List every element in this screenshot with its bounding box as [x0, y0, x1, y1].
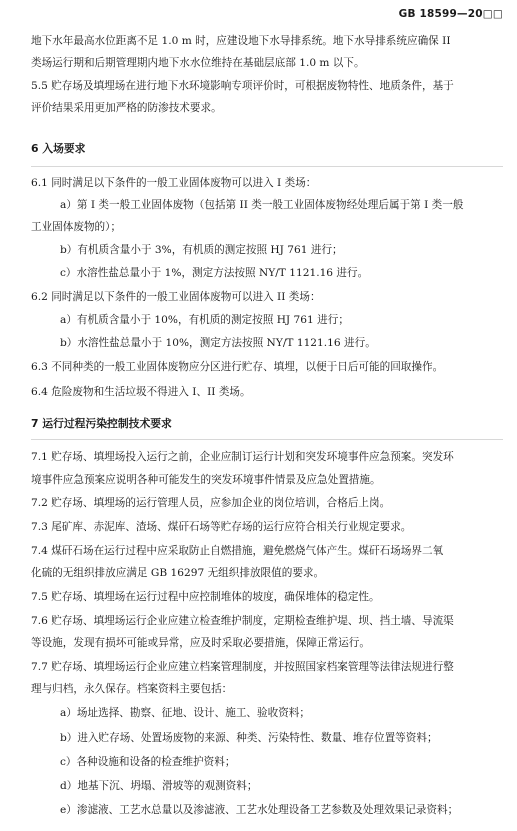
- list-item: b）进入贮存场、处置场废物的来源、种类、污染特性、数量、堆存位置等资料；: [60, 732, 438, 744]
- list-item: a）第 I 类一般工业固体废物（包括第 II 类一般工业固体废物经处理后属于第 I 类一般: [60, 199, 464, 211]
- clause-6-2: 6.2 同时满足以下条件的一般工业固体废物可以进入 II 类场：: [31, 291, 321, 303]
- clause-7-4: 7.4 煤矸石场在运行过程中应采取防止自燃措施，避免燃烧气体产生。煤矸石场场界二氧: [31, 545, 444, 557]
- list-item: a）有机质含量小于 10%，有机质的测定按照 HJ 761 进行；: [60, 314, 349, 326]
- clause-6-3: 6.3 不同种类的一般工业固体废物应分区进行贮存、填埋，以便于日后可能的回取操作。: [31, 361, 444, 373]
- paragraph-line: 化硫的无组织排放应满足 GB 16297 无组织排放限值的要求。: [31, 567, 325, 579]
- standard-code: GB 18599—20□□: [398, 8, 503, 20]
- section-heading-6: 6 入场要求: [31, 142, 86, 155]
- list-item: c）水溶性盐总量小于 1%，测定方法按照 NY/T 1121.16 进行。: [60, 267, 369, 279]
- section-heading-7: 7 运行过程污染控制技术要求: [31, 417, 172, 430]
- clause-6-4: 6.4 危险废物和生活垃圾不得进入 I、II 类场。: [31, 386, 251, 398]
- clause-6-1: 6.1 同时满足以下条件的一般工业固体废物可以进入 I 类场：: [31, 177, 317, 189]
- paragraph-line: 地下水年最高水位距离不足 1.0 m 时，应建设地下水导排系统。地下水导排系统应确保 II: [31, 35, 451, 47]
- clause-7-7: 7.7 贮存场、填埋场运行企业应建立档案管理制度，并按照国家档案管理等法律法规进行整: [31, 661, 454, 673]
- clause-7-2: 7.2 贮存场、填埋场的运行管理人员，应参加企业的岗位培训，合格后上岗。: [31, 497, 391, 509]
- paragraph-line: 理与归档，永久保存。档案资料主要包括：: [31, 683, 233, 695]
- list-item: e）渗滤液、工艺水总量以及渗滤液、工艺水处理设备工艺参数及处理效果记录资料；: [60, 804, 459, 816]
- list-item: c）各种设施和设备的检查维护资料；: [60, 756, 236, 768]
- list-item: b）有机质含量小于 3%，有机质的测定按照 HJ 761 进行；: [60, 244, 343, 256]
- paragraph-line: 5.5 贮存场及填埋场在进行地下水环境影响专项评价时，可根据废物特性、地质条件，基于: [31, 80, 454, 92]
- clause-7-3: 7.3 尾矿库、赤泥库、渣场、煤矸石场等贮存场的运行应符合相关行业规定要求。: [31, 521, 412, 533]
- paragraph-line: 工业固体废物的）；: [31, 221, 122, 233]
- list-item: b）水溶性盐总量小于 10%，测定方法按照 NY/T 1121.16 进行。: [60, 337, 376, 349]
- list-item: a）场址选择、勘察、征地、设计、施工、验收资料；: [60, 707, 310, 719]
- divider: [31, 166, 503, 167]
- paragraph-line: 境事件应急预案应说明各种可能发生的突发环境事件情景及应急处置措施。: [31, 474, 381, 486]
- paragraph-line: 评价结果采用更加严格的防渗技术要求。: [31, 102, 222, 114]
- paragraph-line: 等设施，发现有损坏可能或异常，应及时采取必要措施，保障正常运行。: [31, 637, 370, 649]
- clause-7-6: 7.6 贮存场、填埋场运行企业应建立检查维护制度，定期检查维护堤、坝、挡土墙、导流渠: [31, 615, 454, 627]
- list-item: d）地基下沉、坍塌、滑坡等的观测资料；: [60, 780, 258, 792]
- clause-7-1: 7.1 贮存场、填埋场投入运行之前，企业应制订运行计划和突发环境事件应急预案。突发环: [31, 451, 454, 463]
- paragraph-line: 类场运行期和后期管理期内地下水水位维持在基础层底部 1.0 m 以下。: [31, 57, 365, 69]
- divider: [31, 439, 503, 440]
- clause-7-5: 7.5 贮存场、填埋场在运行过程中应控制堆体的坡度，确保堆体的稳定性。: [31, 591, 380, 603]
